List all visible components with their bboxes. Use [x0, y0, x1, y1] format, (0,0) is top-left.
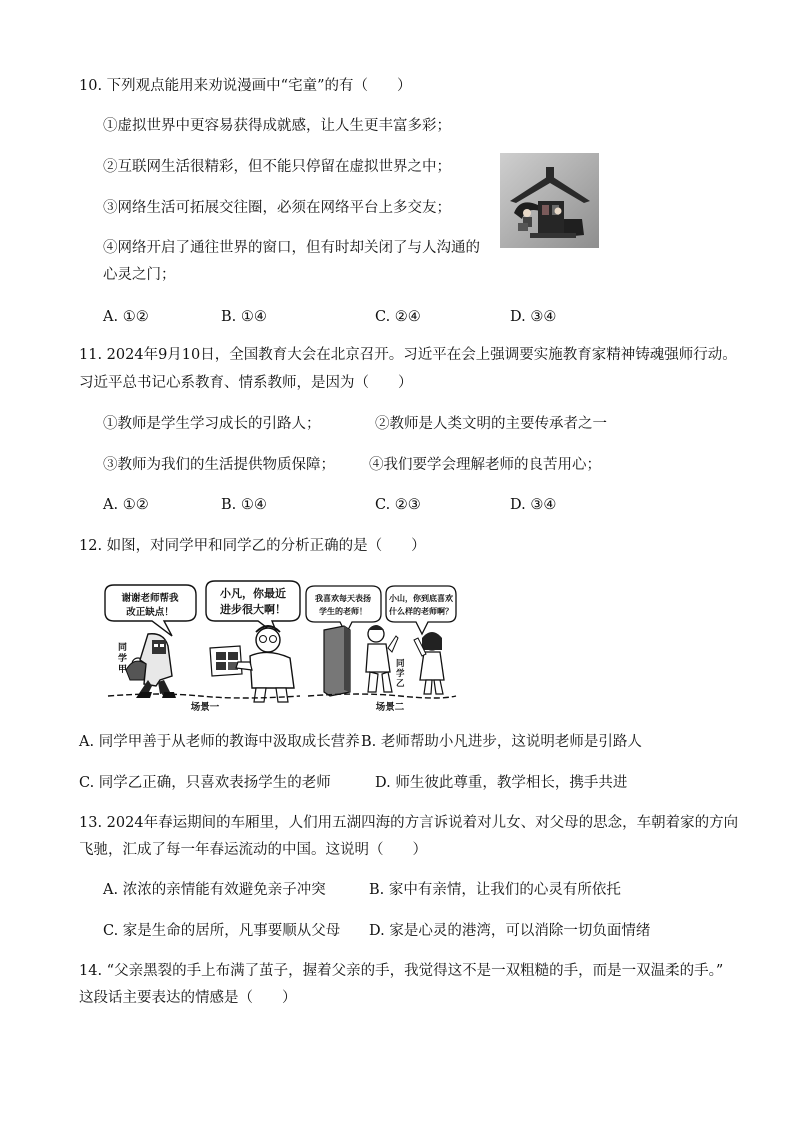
bubble-1-line-2: 改正缺点！ — [126, 607, 174, 618]
student-a-label-2: 学 — [118, 654, 128, 664]
scene-1-caption: 场景一 — [190, 702, 220, 712]
q11-stem-line-1: 11. 2024年9月10日，全国教育大会在北京召开。习近平在会上强调要实施教育家精神铸魂强师行动。 — [79, 347, 737, 363]
q12-option-c: C. 同学乙正确，只喜欢表扬学生的老师 — [79, 775, 331, 791]
q10-item-4-cont: 心灵之门； — [103, 267, 176, 283]
q11-item-3: ③教师为我们的生活提供物质保障； — [103, 457, 335, 473]
q11-item-1: ①教师是学生学习成长的引路人； — [103, 416, 321, 432]
q11-item-4: ④我们要学会理解老师的良苦用心； — [369, 457, 601, 473]
student-a-label-3: 甲 — [118, 665, 128, 675]
house-character-cartoon — [500, 153, 599, 248]
q13-stem-line-1: 13. 2024年春运期间的车厢里，人们用五湖四海的方言诉说着对儿女、对父母的思念，车朝着家的方向 — [79, 815, 739, 831]
student-a-label-1: 同 — [118, 643, 128, 653]
speech-bubble-4 — [386, 586, 456, 634]
speech-bubble-1 — [105, 585, 196, 636]
bubble-2-line-1: 小凡，你最近 — [220, 587, 286, 600]
q10-item-2: ②互联网生活很精彩，但不能只停留在虚拟世界之中； — [103, 159, 451, 175]
pillar — [324, 626, 350, 696]
q13-option-b: B. 家中有亲情，让我们的心灵有所依托 — [369, 882, 621, 898]
q14-stem-line-1: 14. “父亲黑裂的手上布满了茧子，握着父亲的手，我觉得这不是一双粗糙的手，而是一双温柔的手。” — [79, 963, 724, 979]
girl-figure — [414, 632, 444, 694]
student-b-label-3: 乙 — [396, 679, 405, 689]
student-b-figure — [366, 625, 398, 692]
q12-option-d: D. 师生彼此尊重，教学相长，携手共进 — [375, 775, 628, 791]
teacher-student-cartoon — [100, 576, 458, 712]
student-b-label-2: 学 — [396, 669, 405, 679]
q10-option-a: A. ①② — [103, 309, 149, 325]
q11-stem-line-2: 习近平总书记心系教育、情系教师，是因为（ ） — [79, 375, 413, 391]
q10-option-d: D. ③④ — [510, 309, 557, 325]
q10-item-1: ①虚拟世界中更容易获得成就感，让人生更丰富多彩； — [103, 118, 451, 134]
q13-option-d: D. 家是心灵的港湾，可以消除一切负面情绪 — [369, 923, 651, 939]
student-b-label-1: 同 — [396, 659, 405, 669]
q13-stem-line-2: 飞驰，汇成了每一年春运流动的中国。这说明（ ） — [79, 842, 427, 858]
q10-item-3: ③网络生活可拓展交往圈，必须在网络平台上多交友； — [103, 200, 451, 216]
bubble-4-line-2: 什么样的老师啊？ — [389, 607, 453, 616]
q13-option-c: C. 家是生命的居所，凡事要顺从父母 — [103, 923, 341, 939]
q11-option-d: D. ③④ — [510, 497, 557, 513]
student-a-figure — [126, 634, 176, 698]
q12-option-b: B. 老师帮助小凡进步，这说明老师是引路人 — [361, 734, 642, 750]
q10-option-c: C. ②④ — [375, 309, 421, 325]
bubble-3-line-2: 学生的老师！ — [319, 607, 367, 616]
homework-paper — [210, 646, 242, 676]
q13-option-a: A. 浓浓的亲情能有效避免亲子冲突 — [103, 882, 326, 898]
bubble-2-line-2: 进步很大啊！ — [220, 603, 286, 616]
q12-option-a: A. 同学甲善于从老师的教诲中汲取成长营养 — [79, 734, 360, 750]
q11-option-b: B. ①④ — [221, 497, 267, 513]
q14-stem-line-2: 这段话主要表达的情感是（ ） — [79, 990, 297, 1006]
teacher-figure — [236, 626, 294, 702]
q11-option-c: C. ②③ — [375, 497, 421, 513]
q12-stem: 12. 如图，对同学甲和同学乙的分析正确的是（ ） — [79, 538, 426, 554]
q11-option-a: A. ①② — [103, 497, 149, 513]
q10-option-b: B. ①④ — [221, 309, 267, 325]
bubble-4-line-1: 小山，你到底喜欢 — [389, 594, 453, 603]
q10-stem: 10. 下列观点能用来劝说漫画中“宅童”的有（ ） — [79, 78, 412, 94]
q10-item-4: ④网络开启了通往世界的窗口，但有时却关闭了与人沟通的 — [103, 240, 480, 256]
bubble-3-line-1: 我喜欢每天表扬 — [315, 594, 371, 603]
scene-2-caption: 场景二 — [375, 702, 405, 712]
q11-item-2: ②教师是人类文明的主要传承者之一 — [375, 416, 607, 432]
speech-bubble-2 — [206, 581, 300, 636]
bubble-1-line-1: 谢谢老师帮我 — [121, 593, 179, 604]
